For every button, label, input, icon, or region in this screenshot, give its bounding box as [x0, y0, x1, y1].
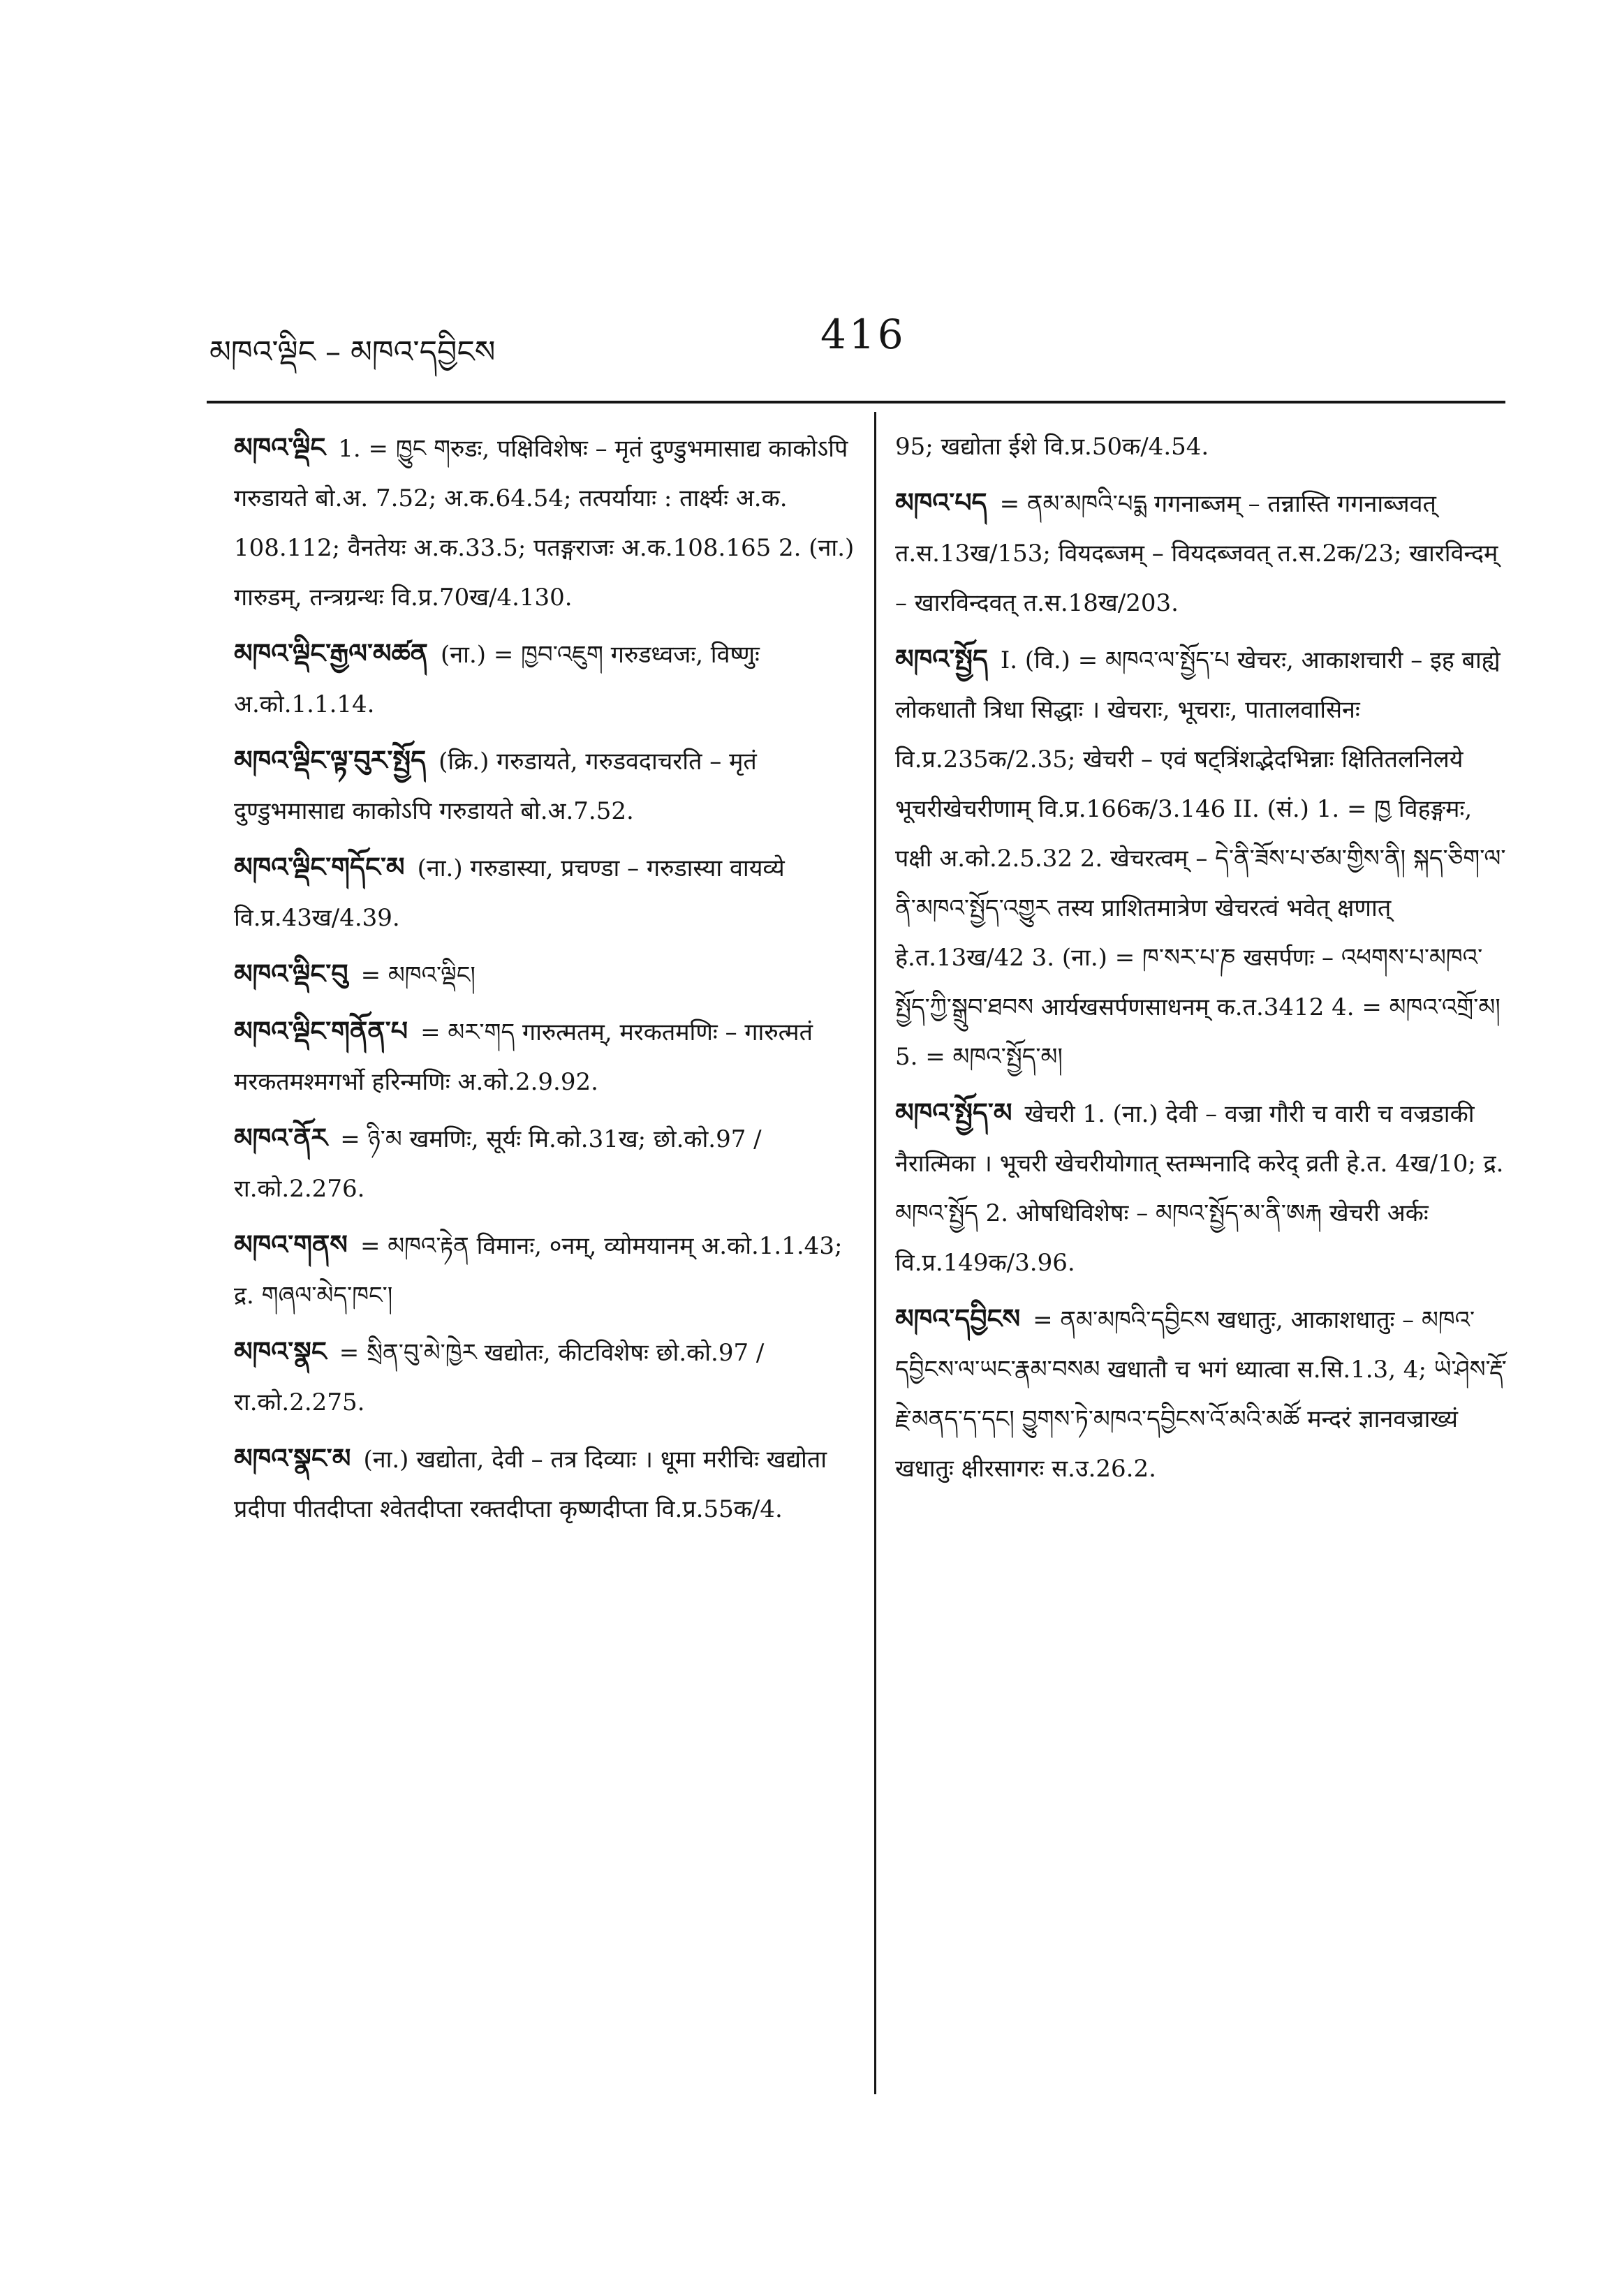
entry-headword: མཁའ་ལྡིང་བུ: [234, 958, 348, 989]
entry-definition: 1. = ཁྱུང གरुडः, पक्षिविशेषः – मृतं दुण्डुभमासाद्य काकोऽपि गरुडायते बो.अ. 7.52; अ.क.64.54; तत्पर्यायाः : तार्क्ष्यः अ.क. 108.112; वैनतेयः अ.क.33.5; पतङ्गराजः अ.क.108.165 2. (ना.) गारुडम्, तन्त्रग्रन्थः वि.प्र.70ख/4.130.: [234, 435, 855, 612]
entry-definition: = མཁའ་ལྡིང།: [360, 961, 475, 989]
entry-headword: མཁའ་སྣང: [234, 1335, 327, 1367]
entry-definition: = ཉི་མ खमणिः, सूर्यः मि.को.31ख; छो.को.97 / रा.को.2.276.: [234, 1125, 762, 1203]
dictionary-entry: [234, 735, 859, 836]
entry-definition: (ना.) खद्योता, देवी – तत्र दिव्याः । धूमा मरीचिः खद्योता प्रदीपा पीतदीप्ता श्वेतदीप्ता रक्तदीप्ता कृष्णदीप्ता वि.प्र.55क/4.: [234, 1446, 827, 1523]
entry-headword: མཁའ་ལྡིང་རྒྱལ་མཚན: [234, 637, 429, 669]
entry-headword: མཁའ་པད: [895, 487, 987, 518]
dictionary-entry: [895, 1294, 1510, 1494]
dictionary-entry: [234, 1220, 859, 1321]
dictionary-entry: [895, 634, 1510, 1082]
entry-headword: མཁའ་ལྡིང་གནོན་པ: [234, 1015, 408, 1046]
entry-headword: མཁའ་ལྡིང་གདོང་མ: [234, 851, 405, 882]
dictionary-entry: [895, 1088, 1510, 1288]
entry-definition: (ना.) = ཁྱབ་འཇུག गरुडध्वजः, विष्णुः अ.को.1.1.14.: [234, 641, 760, 718]
dictionary-entry: [895, 477, 1510, 628]
running-head: མཁའ་ལྡིང – མཁའ་དབྱིངས: [209, 334, 496, 370]
entry-headword: མཁའ་དབྱིངས: [895, 1303, 1021, 1334]
entry-headword: མཁའ་ལྡིང་ལྟ་བུར་སྤྱོད: [234, 744, 427, 776]
entry-headword: མཁའ་སྤྱོད་མ: [895, 1097, 1012, 1128]
entry-definition: खेचरी 1. (ना.) देवी – वज्रा गौरी च वारी च वज्रडाकी नैरात्मिका । भूचरी खेचरीयोगात् स्तम्भनादि करेद् व्रती हे.त. 4ख/10; द्र. མཁའ་སྤྱོད 2. ओषधिविशेषः – མཁའ་སྤྱོད་མ་ནི་ཨརྐ खेचरी अर्कः वि.प्र.149क/3.96.: [895, 1100, 1504, 1277]
entry-headword: མཁའ་སྣང་མ: [234, 1442, 351, 1474]
right-column: [895, 422, 1510, 1499]
entry-definition: (क्रि.) गरुडायते, गरुडवदाचरति – मृतं दुण्डुभमासाद्य काकोऽपि गरुडायते बो.अ.7.52.: [234, 748, 757, 825]
page-number: 416: [820, 311, 906, 358]
entry-definition: = ནམ་མཁའི་པདྨ गगनाब्जम् – तन्नास्ति गगनाब्जवत् त.स.13ख/153; वियदब्जम् – वियदब्जवत् त.स.2क/23; खारविन्दम् – खारविन्दवत् त.स.18ख/203.: [895, 490, 1498, 617]
dictionary-entry: [234, 1433, 859, 1534]
dictionary-entry: [234, 1326, 859, 1428]
dictionary-entry: [234, 842, 859, 943]
entry-headword: མཁའ་སྤྱོད: [895, 643, 988, 674]
dictionary-entry: [234, 1006, 859, 1107]
left-column: [234, 422, 859, 1540]
entry-headword: མཁའ་གནས: [234, 1229, 348, 1260]
dictionary-entry: [234, 949, 859, 1000]
header-rule: [207, 401, 1505, 403]
dictionary-entry: [234, 1113, 859, 1214]
entry-definition: = ནམ་མཁའི་དབྱིངས खधातुः, आकाशधातुः – མཁའ་དབྱིངས་ལ་ཡང་རྣམ་བསམ खधातौ च भगं ध्यात्वा स.सि.1.3, 4; ཡེ་ཤེས་རྡོ་རྗེ་མནད་ད་དང། བྱུགས་ཏེ་མཁའ་དབྱིངས་འོ་མའི་མཚོ मन्दरं ज्ञानवज्राख्यं खधातुः क्षीरसागरः स.उ.26.2.: [895, 1306, 1507, 1483]
entry-definition: = མཁའ་རྟེན विमानः, ०नम्, व्योमयानम् अ.को.1.1.43; द्र. གཞལ་མེད་ཁང་།: [234, 1232, 843, 1310]
column-divider: [874, 412, 876, 2094]
entry-definition: I. (वि.) = མཁའ་ལ་སྤྱོད་པ खेचरः, आकाशचारी – इह बाह्ये लोकधातौ त्रिधा सिद्धाः । खेचराः, भूचराः, पातालवासिनः वि.प्र.235क/2.35; खेचरी – एवं षट्त्रिंशद्भेदभिन्नाः क्षितितलनिलये भूचरीखेचरीणाम् वि.प्र.166क/3.146 II. (सं.) 1. = ཁྱ विहङ्गमः, पक्षी अ.को.2.5.32 2. खेचरत्वम् – དེ་ནི་ཟོས་པ་ཙམ་གྱིས་ནི། སྐད་ཅིག་ལ་ནི་མཁའ་སྤྱོད་འགྱུར तस्य प्राशितमात्रेण खेचरत्वं भवेत् क्षणात् हे.त.13ख/42 3. (ना.) = ཁ་སར་པ་ཎ खसर्पणः – འཕགས་པ་མཁའ་སྤྱོད་ཀྱི་སྒྲུབ་ཐབས आर्यखसर्पणसाधनम् क.त.3412 4. = མཁའ་འགྲོ་མ། 5. = མཁའ་སྤྱོད་མ།: [895, 646, 1506, 1071]
entry-definition: = སྲིན་བུ་མེ་ཁྱེར खद्योतः, कीटविशेषः छो.को.97 / रा.को.2.275.: [234, 1339, 765, 1416]
entry-definition: = མར་གད गारुत्मतम्, मरकतमणिः – गारुत्मतं मरकतमश्मगर्भो हरिन्मणिः अ.को.2.9.92.: [234, 1019, 813, 1096]
entry-headword: མཁའ་ནོར: [234, 1122, 328, 1153]
dictionary-entry: [234, 422, 859, 623]
continued-text: 95; खद्योता ईशे वि.प्र.50क/4.54.: [895, 433, 1209, 461]
dictionary-entry: [234, 628, 859, 729]
entry-headword: མཁའ་ལྡིང: [234, 431, 326, 463]
entry-definition: (ना.) गरुडास्या, प्रचण्डा – गरुडास्या वायव्ये वि.प्र.43ख/4.39.: [234, 854, 785, 932]
